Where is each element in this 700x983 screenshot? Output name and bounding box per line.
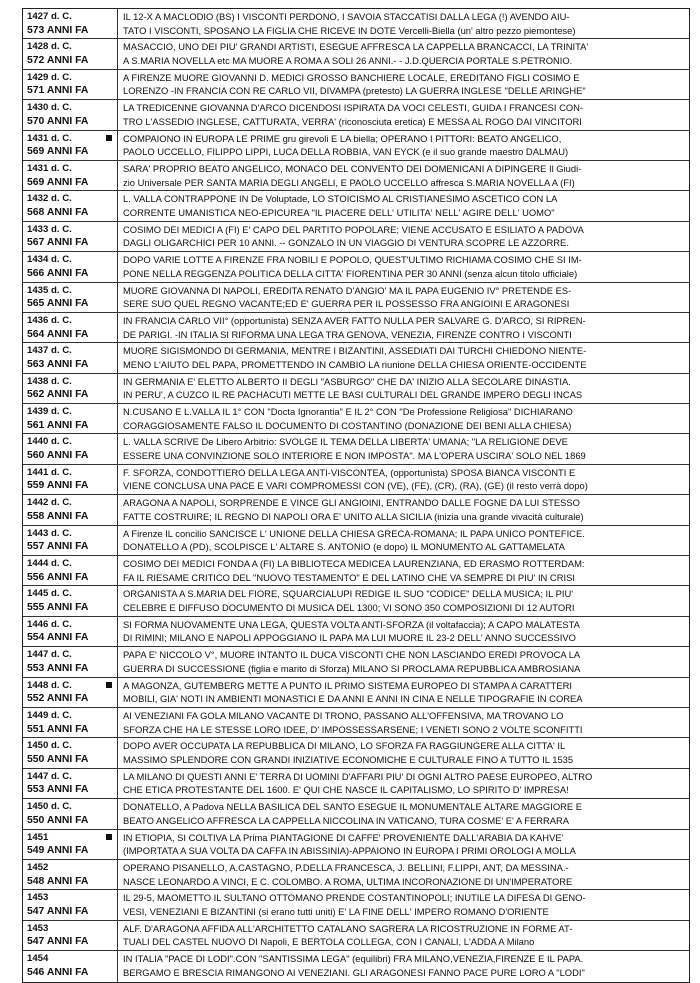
event-cell bbox=[118, 131, 689, 160]
years-ago-label: 551 ANNI FA bbox=[27, 723, 89, 735]
years-ago-label: 553 ANNI FA bbox=[27, 784, 89, 796]
event-cell bbox=[118, 252, 689, 281]
chronology-table bbox=[22, 8, 690, 983]
year-label: 1442 d. C. bbox=[27, 497, 72, 509]
table-row bbox=[23, 313, 689, 343]
years-ago-label: 554 ANNI FA bbox=[27, 632, 89, 644]
table-row bbox=[23, 799, 689, 829]
year-label: 1445 d. C. bbox=[27, 588, 72, 600]
event-line: A Firenze IL concilio SANCISCE L' UNIONE DELLA CHIESA GRECA-ROMANA; IL PAPA UNICO PONTEFICE. bbox=[123, 527, 585, 539]
years-ago-label: 547 ANNI FA bbox=[27, 905, 89, 917]
year-label: 1446 d. C. bbox=[27, 618, 72, 630]
date-cell bbox=[23, 252, 118, 281]
date-cell bbox=[23, 586, 118, 615]
event-cell bbox=[118, 283, 689, 312]
event-line: PONE NELLA REGGENZA POLITICA DELLA CITTA' FIORENTINA PER 30 ANNI (senza alcun titolo ufficiale) bbox=[123, 267, 578, 279]
event-line: SARA' PROPRIO BEATO ANGELICO, MONACO DEL CONVENTO DEI DOMENICANI A DIPINGERE Il Giudi- bbox=[123, 162, 582, 174]
event-cell bbox=[118, 890, 689, 919]
event-line: NASCE LEONARDO A VINCI, E C. COLOMBO. A ROMA, ULTIMA INCORONAZIONE DI UN'IMPERATORE bbox=[123, 875, 573, 887]
event-cell bbox=[118, 556, 689, 585]
table-row bbox=[23, 708, 689, 738]
event-cell bbox=[118, 647, 689, 676]
event-line: COMPAIONO IN EUROPA LE PRIME gru girevoli E LA biella; OPERANO I PITTORI: BEATO ANGELICO, bbox=[123, 132, 562, 144]
event-line: TUALI DEL CASTEL NUOVO DI Napoli, E BERTOLA COLLEGA, CON I CANALI, L'ADDA A Milano bbox=[123, 936, 535, 948]
event-line: LA MILANO DI QUESTI ANNI E' TERRA DI UOMINI D'AFFARI PIU' DI OGNI ALTRO PAESE EUROPEO, ALTRO bbox=[123, 770, 593, 782]
event-cell bbox=[118, 951, 689, 981]
event-line: N.CUSANO E L.VALLA IL 1° CON "Docta Ignorantia" E IL 2° CON "De Professione Religiosa" DICHIARANO bbox=[123, 406, 573, 418]
event-cell bbox=[118, 830, 689, 859]
years-ago-label: 555 ANNI FA bbox=[27, 602, 89, 614]
table-row bbox=[23, 283, 689, 313]
date-cell bbox=[23, 890, 118, 919]
table-row bbox=[23, 951, 689, 981]
event-cell bbox=[118, 921, 689, 950]
event-cell bbox=[118, 191, 689, 220]
years-ago-label: 559 ANNI FA bbox=[27, 480, 89, 492]
years-ago-label: 550 ANNI FA bbox=[27, 814, 89, 826]
year-label: 1443 d. C. bbox=[27, 527, 72, 539]
event-line: DOPO AVER OCCUPATA LA REPUBBLICA DI MILANO, LO SFORZA FA RAGGIUNGERE ALLA CITTA' IL bbox=[123, 740, 566, 752]
event-line: DAGLI OLIGARCHICI PER 10 ANNI. -- GONZALO IN UN VIAGGIO DI VENTURA SCOPRE LE AZZORRE. bbox=[123, 237, 569, 249]
date-cell bbox=[23, 434, 118, 463]
year-label: 1438 d. C. bbox=[27, 375, 72, 387]
event-line: PAOLO UCCELLO, FILIPPO LIPPI, LUCA DELLA ROBBIA, VAN EYCK (e il suo grande maestro DALMAU) bbox=[123, 146, 569, 158]
year-label: 1434 d. C. bbox=[27, 254, 72, 266]
year-label: 1440 d. C. bbox=[27, 436, 72, 448]
event-line: BERGAMO E BRESCIA RIMANGONO AI VENEZIANI. GLI ARAGONESI FANNO PACE PURE LORO A "LODI" bbox=[123, 966, 585, 978]
years-ago-label: 557 ANNI FA bbox=[27, 541, 89, 553]
event-cell bbox=[118, 617, 689, 646]
years-ago-label: 547 ANNI FA bbox=[27, 936, 89, 948]
year-label: 1430 d. C. bbox=[27, 102, 72, 114]
table-row bbox=[23, 252, 689, 282]
years-ago-label: 552 ANNI FA bbox=[27, 693, 89, 705]
years-ago-label: 566 ANNI FA bbox=[27, 267, 89, 279]
square-marker-icon bbox=[106, 834, 112, 840]
date-cell bbox=[23, 708, 118, 737]
event-line: IN GERMANIA E' ELETTO ALBERTO II DEGLI "ASBURGO" CHE DA' INIZIO ALLA SECOLARE DINASTIA. bbox=[123, 375, 571, 387]
date-cell bbox=[23, 617, 118, 646]
year-label: 1450 d. C. bbox=[27, 740, 72, 752]
date-cell bbox=[23, 526, 118, 555]
event-cell bbox=[118, 161, 689, 190]
date-cell bbox=[23, 404, 118, 433]
year-label: 1429 d. C. bbox=[27, 71, 72, 83]
event-cell bbox=[118, 374, 689, 403]
year-label: 1447 d. C. bbox=[27, 770, 72, 782]
date-cell bbox=[23, 647, 118, 676]
event-line: VIENE CONCLUSA UNA PACE E VARI COMPROMESSI CON (VE), (FE), (CR), (RA), (GE) (il resto verrà dopo) bbox=[123, 480, 588, 492]
event-cell bbox=[118, 9, 689, 38]
event-line: TATO I VISCONTI, SPOSANO LA FIGLIA CHE RICEVE IN DOTE Vercelli-Biella (un' altro pezzo piemontese) bbox=[123, 24, 576, 36]
event-cell bbox=[118, 465, 689, 494]
table-row bbox=[23, 890, 689, 920]
date-cell bbox=[23, 951, 118, 981]
event-line: zio Universale PER SANTA MARIA DEGLI ANGELI, E PAOLO UCCELLO affresca S.MARIA NOVELLA A (FI) bbox=[123, 176, 575, 188]
years-ago-label: 549 ANNI FA bbox=[27, 845, 89, 857]
date-cell bbox=[23, 678, 118, 707]
event-line: CHE ETICA PROTESTANTE DEL 1600. E' QUI CHE NASCE IL CAPITALISMO, LO SPIRITO D' IMPRESA! bbox=[123, 784, 569, 796]
table-row bbox=[23, 617, 689, 647]
event-line: DI RIMINI; MILANO E NAPOLI APPOGGIANO IL PAPA MA LUI MUORE IL 23-2 DELL' ANNO SUCCESSIVO bbox=[123, 632, 576, 644]
event-line: IN FRANCIA CARLO VII° (opportunista) SENZA AVER FATTO NULLA PER SALVARE G. D'ARCO, SI RIPREN- bbox=[123, 314, 586, 326]
event-line: MUORE GIOVANNA DI NAPOLI, EREDITA RENATO D'ANGIO' MA IL PAPA EUGENIO IV° PRETENDE ES- bbox=[123, 284, 572, 296]
event-line: ARAGONA A NAPOLI, SORPRENDE E VINCE GLI ANGIOINI, ENTRANDO DALLE FOGNE DA LUI STESSO bbox=[123, 497, 580, 509]
table-row bbox=[23, 526, 689, 556]
table-row bbox=[23, 343, 689, 373]
date-cell bbox=[23, 100, 118, 129]
event-line: COSIMO DEI MEDICI FONDA A (FI) LA BIBLIOTECA MEDICEA LAURENZIANA, ED ERASMO ROTTERDAM: bbox=[123, 558, 585, 570]
date-cell bbox=[23, 283, 118, 312]
table-row bbox=[23, 374, 689, 404]
years-ago-label: 546 ANNI FA bbox=[27, 966, 89, 978]
event-line: A S.MARIA NOVELLA etc MA MUORE A ROMA A SOLI 26 ANNI.- - J.D.QUERCIA PORTALE S.PETRONIO. bbox=[123, 54, 573, 66]
event-cell bbox=[118, 708, 689, 737]
year-label: 1435 d. C. bbox=[27, 284, 72, 296]
year-label: 1453 bbox=[27, 892, 49, 904]
event-cell bbox=[118, 343, 689, 372]
event-line: DOPO VARIE LOTTE A FIRENZE FRA NOBILI E POPOLO, QUEST'ULTIMO RICHIAMA COSIMO CHE SI IM- bbox=[123, 254, 582, 266]
event-cell bbox=[118, 434, 689, 463]
event-line: MUORE SIGISMONDO DI GERMANIA, MENTRE I BIZANTINI, ASSEDIATI DAI TURCHI CHIEDONO NIENTE- bbox=[123, 345, 587, 357]
years-ago-label: 571 ANNI FA bbox=[27, 85, 89, 97]
event-cell bbox=[118, 222, 689, 251]
event-cell bbox=[118, 495, 689, 524]
event-cell bbox=[118, 70, 689, 99]
event-line: LORENZO -IN FRANCIA CON RE CARLO VII, DIVAMPA (pretesto) LA GUERRA INGLESE "DELLE ARINGHE" bbox=[123, 85, 586, 97]
event-line: PAPA E' NICCOLO V°, MUORE INTANTO IL DUCA VISCONTI CHE NON LASCIANDO EREDI PROVOCA LA bbox=[123, 649, 581, 661]
years-ago-label: 550 ANNI FA bbox=[27, 753, 89, 765]
years-ago-label: 564 ANNI FA bbox=[27, 328, 89, 340]
date-cell bbox=[23, 769, 118, 798]
event-line: IN ETIOPIA, SI COLTIVA LA Prima PIANTAGIONE DI CAFFE' PROVENIENTE DALL'ARABIA DA KAHVE' bbox=[123, 831, 564, 843]
event-line: A MAGONZA, GUTEMBERG METTE A PUNTO IL PRIMO SISTEMA EUROPEO DI STAMPA A CARATTERI bbox=[123, 679, 573, 691]
event-line: IN PERU', A CUZCO IL RE PACHACUTI METTE LE BASI CULTURALI DEL GRANDE IMPERO DEGLI INCAS bbox=[123, 389, 583, 401]
event-line: CORAGGIOSAMENTE FALSO IL DOCUMENTO DI COSTANTINO (DONAZIONE DEI BENI ALLA CHIESA) bbox=[123, 419, 572, 431]
date-cell bbox=[23, 465, 118, 494]
table-row bbox=[23, 860, 689, 890]
year-label: 1428 d. C. bbox=[27, 41, 72, 53]
event-line: FATTE COSTRUIRE; IL REGNO DI NAPOLI ORA E' UNITO ALLA SICILIA (inizia una grande vivacità culturale) bbox=[123, 510, 584, 522]
table-row bbox=[23, 222, 689, 252]
date-cell bbox=[23, 70, 118, 99]
event-line: COSIMO DEI MEDICI A (FI) E' CAPO DEL PARTITO POPOLARE; VIENE ACCUSATO E ESILIATO A PADOVA bbox=[123, 223, 584, 235]
table-row bbox=[23, 921, 689, 951]
years-ago-label: 562 ANNI FA bbox=[27, 389, 89, 401]
table-row bbox=[23, 404, 689, 434]
event-line: (IMPORTATA A SUA VOLTA DA CAFFA IN ABISSINIA)-APPAIONO IN EUROPA I PRIMI OROLOGI A MOLLA bbox=[123, 845, 576, 857]
years-ago-label: 570 ANNI FA bbox=[27, 115, 89, 127]
year-label: 1433 d. C. bbox=[27, 223, 72, 235]
year-label: 1441 d. C. bbox=[27, 466, 72, 478]
years-ago-label: 561 ANNI FA bbox=[27, 419, 89, 431]
event-cell bbox=[118, 39, 689, 68]
table-row bbox=[23, 647, 689, 677]
table-row bbox=[23, 131, 689, 161]
event-cell bbox=[118, 404, 689, 433]
date-cell bbox=[23, 191, 118, 220]
year-label: 1448 d. C. bbox=[27, 679, 72, 691]
table-row bbox=[23, 39, 689, 69]
years-ago-label: 560 ANNI FA bbox=[27, 450, 89, 462]
event-line: MOBILI, GIA' NOTI IN AMBIENTI MONASTICI E DA ANNI E ANNI IN CINA E NELLE TIPOGRAFIE IN COREA bbox=[123, 693, 583, 705]
event-line: SFORZA CHE HA LE STESSE LORO IDEE, D' IMPOSSESSARSENE; I VENETI SONO 2 VOLTE SCONFITTI bbox=[123, 723, 583, 735]
table-row bbox=[23, 586, 689, 616]
date-cell bbox=[23, 313, 118, 342]
date-cell bbox=[23, 556, 118, 585]
square-marker-icon bbox=[106, 682, 112, 688]
event-line: SI FORMA NUOVAMENTE UNA LEGA, QUESTA VOLTA ANTI-SFORZA (il voltafaccia); A CAPO MALATESTA bbox=[123, 618, 580, 630]
event-line: L. VALLA CONTRAPPONE IN De Voluptade, LO STOICISMO AL CRISTIANESIMO ASCETICO CON LA bbox=[123, 193, 558, 205]
event-line: MENO L'AIUTO DEL PAPA, PROMETTENDO IN CAMBIO LA riunione DELLA CHIESA ORIENTE-OCCIDENTE bbox=[123, 358, 587, 370]
event-cell bbox=[118, 526, 689, 555]
event-line: IL 29-5, MAOMETTO IL SULTANO OTTOMANO PRENDE COSTANTINOPOLI; INUTILE LA DIFESA DI GENO- bbox=[123, 892, 586, 904]
event-line: DONATELLO, A Padova NELLA BASILICA DEL SANTO ESEGUE IL MONUMENTALE ALTARE MAGGIORE E bbox=[123, 801, 582, 813]
event-cell bbox=[118, 678, 689, 707]
event-line: DONATELLO A (PD), SCOLPISCE L' ALTARE S. ANTONIO (e dopo) IL MONUMENTO AL GATTAMELATA bbox=[123, 541, 565, 553]
year-label: 1432 d. C. bbox=[27, 193, 72, 205]
table-row bbox=[23, 100, 689, 130]
table-row bbox=[23, 161, 689, 191]
event-line: VESI, VENEZIANI E BIZANTINI (si erano tutti uniti) E' LA FINE DELL' IMPERO ROMANO D'ORIENTE bbox=[123, 905, 549, 917]
event-line: DE PARIGI. -IN ITALIA SI RIFORMA UNA LEGA TRA GENOVA, VENEZIA, FIRENZE CONTRO I VISCONTI bbox=[123, 328, 572, 340]
years-ago-label: 556 ANNI FA bbox=[27, 571, 89, 583]
event-line: OPERANO PISANELLO, A.CASTAGNO, P.DELLA FRANCESCA, J. BELLINI, F.LIPPI, ANT, DA MESSINA.- bbox=[123, 861, 569, 873]
date-cell bbox=[23, 161, 118, 190]
event-line: F. SFORZA, CONDOTTIERO DELLA LEGA ANTI-VISCONTEA, (opportunista) SPOSA BIANCA VISCONTI E bbox=[123, 466, 576, 478]
years-ago-label: 563 ANNI FA bbox=[27, 358, 89, 370]
table-row bbox=[23, 830, 689, 860]
date-cell bbox=[23, 222, 118, 251]
event-line: CORRENTE UMANISTICA NEO-EPICUREA "IL PIACERE DELL' UTILITA' NELL' AGIRE DELL' UOMO" bbox=[123, 206, 555, 218]
event-cell bbox=[118, 769, 689, 798]
years-ago-label: 573 ANNI FA bbox=[27, 24, 89, 36]
years-ago-label: 569 ANNI FA bbox=[27, 146, 89, 158]
year-label: 1453 bbox=[27, 922, 49, 934]
year-label: 1436 d. C. bbox=[27, 314, 72, 326]
date-cell bbox=[23, 799, 118, 828]
year-label: 1451 bbox=[27, 831, 49, 843]
event-line: MASSIMO SPLENDORE CON GRANDI INIZIATIVE ECONOMICHE E CULTURALE FINO A TUTTO IL 1535 bbox=[123, 753, 574, 765]
table-row bbox=[23, 9, 689, 39]
years-ago-label: 548 ANNI FA bbox=[27, 875, 89, 887]
table-row bbox=[23, 556, 689, 586]
event-line: BEATO ANGELICO AFFRESCA LA CAPPELLA NICCOLINA IN VATICANO, TURA COSME' E' A FERRARA bbox=[123, 814, 570, 826]
event-line: FA IL RIESAME CRITICO DEL "NUOVO TESTAMENTO" E DEL LATINO CHE VA SEMPRE DI PIU' IN CRISI bbox=[123, 571, 575, 583]
event-line: SERE SUO QUEL REGNO VACANTE;ED E' GUERRA PER IL POSSESSO FRA ANGIOINI E ARAGONESI bbox=[123, 298, 570, 310]
event-line: ALF. D'ARAGONA AFFIDA ALL'ARCHITETTO CATALANO SAGRERA LA RICOSTRUZIONE IN FORME AT- bbox=[123, 922, 573, 934]
year-label: 1444 d. C. bbox=[27, 558, 72, 570]
years-ago-label: 572 ANNI FA bbox=[27, 54, 89, 66]
date-cell bbox=[23, 9, 118, 38]
event-line: CELEBRE E DIFFUSO DOCUMENTO DI MUSICA DEL 1300; VI SONO 350 COMPOSIZIONI DI 12 AUTORI bbox=[123, 602, 575, 614]
table-row bbox=[23, 769, 689, 799]
years-ago-label: 567 ANNI FA bbox=[27, 237, 89, 249]
event-cell bbox=[118, 860, 689, 889]
table-row bbox=[23, 678, 689, 708]
event-line: LA TREDICENNE GIOVANNA D'ARCO DICENDOSI ISPIRATA DA VOCI CELESTI, GUIDA I FRANCESI CON- bbox=[123, 102, 584, 114]
event-line: MASACCIO, UNO DEI PIU' GRANDI ARTISTI, ESEGUE AFFRESCA LA CAPPELLA BRANCACCI, LA TRINITA' bbox=[123, 41, 589, 53]
event-line: ESSERE UNA CONVINZIONE SOLO INTERIORE E NON IMPOSTA". MA L'OPERA USCIRA' SOLO NEL 1869 bbox=[123, 450, 586, 462]
event-line: IN ITALIA "PACE DI LODI".CON "SANTISSIMA LEGA" (equilibri) FRA MILANO,VENEZIA,FIRENZE E IL PAPA. bbox=[123, 953, 584, 965]
date-cell bbox=[23, 131, 118, 160]
event-cell bbox=[118, 738, 689, 767]
year-label: 1427 d. C. bbox=[27, 11, 72, 22]
year-label: 1439 d. C. bbox=[27, 406, 72, 418]
event-line: IL 12-X A MACLODIO (BS) I VISCONTI PERDONO, I SAVOIA STACCATISI DALLA LEGA (!) AVENDO AIU- bbox=[123, 11, 570, 22]
date-cell bbox=[23, 860, 118, 889]
years-ago-label: 565 ANNI FA bbox=[27, 298, 89, 310]
years-ago-label: 569 ANNI FA bbox=[27, 176, 89, 188]
year-label: 1431 d. C. bbox=[27, 132, 72, 144]
date-cell bbox=[23, 495, 118, 524]
table-row bbox=[23, 434, 689, 464]
table-row bbox=[23, 70, 689, 100]
event-cell bbox=[118, 100, 689, 129]
event-cell bbox=[118, 586, 689, 615]
square-marker-icon bbox=[106, 135, 112, 141]
table-row bbox=[23, 738, 689, 768]
year-label: 1437 d. C. bbox=[27, 345, 72, 357]
event-line: L. VALLA SCRIVE De Libero Arbitrio: SVOLGE IL TEMA DELLA LIBERTA' UMANA; "LA RELIGIONE DEVE bbox=[123, 436, 568, 448]
date-cell bbox=[23, 738, 118, 767]
date-cell bbox=[23, 39, 118, 68]
years-ago-label: 553 ANNI FA bbox=[27, 662, 89, 674]
year-label: 1449 d. C. bbox=[27, 709, 72, 721]
event-line: AI VENEZIANI FA GOLA MILANO VACANTE DI TRONO, PASSANO ALL'OFFENSIVA, MA TROVANO LO bbox=[123, 709, 564, 721]
date-cell bbox=[23, 374, 118, 403]
year-label: 1454 bbox=[27, 953, 49, 965]
event-cell bbox=[118, 799, 689, 828]
table-row bbox=[23, 191, 689, 221]
event-line: ORGANISTA A S.MARIA DEL FIORE, SQUARCIALUPI REDIGE IL SUO "CODICE" DELLA MUSICA; IL PIU' bbox=[123, 588, 574, 600]
table-row bbox=[23, 465, 689, 495]
date-cell bbox=[23, 343, 118, 372]
date-cell bbox=[23, 830, 118, 859]
year-label: 1431 d. C. bbox=[27, 162, 72, 174]
event-line: A FIRENZE MUORE GIOVANNI D. MEDICI GROSSO BANCHIERE LOCALE, EREDITANO FIGLI COSIMO E bbox=[123, 71, 580, 83]
event-cell bbox=[118, 313, 689, 342]
year-label: 1447 d. C. bbox=[27, 649, 72, 661]
event-line: GUERRA DI SUCCESSIONE (figlia e marito di Sforza) MILANO SI PROCLAMA REPUBBLICA AMBROSIANA bbox=[123, 662, 581, 674]
year-label: 1450 d. C. bbox=[27, 801, 72, 813]
years-ago-label: 568 ANNI FA bbox=[27, 206, 89, 218]
date-cell bbox=[23, 921, 118, 950]
table-row bbox=[23, 495, 689, 525]
years-ago-label: 558 ANNI FA bbox=[27, 510, 89, 522]
year-label: 1452 bbox=[27, 861, 49, 873]
event-line: TRO L'ASSEDIO INGLESE, CATTURATA, VERRA' (riconosciuta eretica) E MESSA AL ROGO DAI VINCITORI bbox=[123, 115, 582, 127]
